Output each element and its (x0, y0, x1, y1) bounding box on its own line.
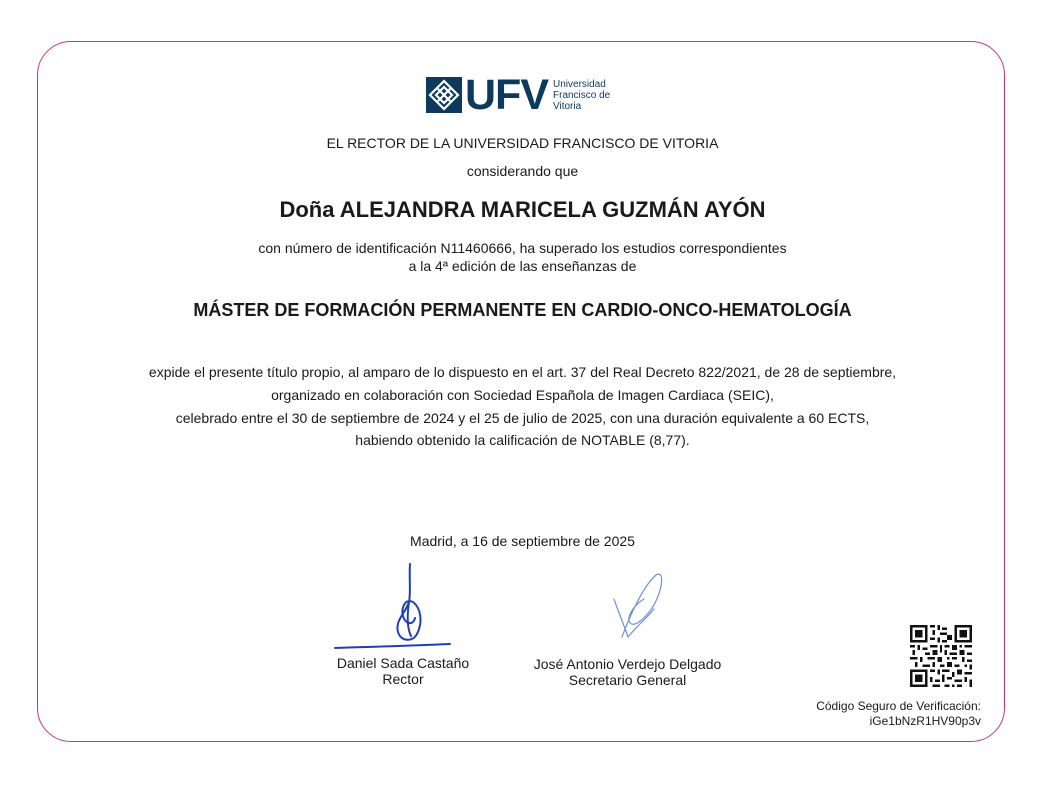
identification-line-1: con número de identificación N11460666, ha superado los estudios correspondientes (258, 240, 787, 256)
signatory-name: Daniel Sada Castaño (336, 655, 470, 671)
body-line: expide el presente título propio, al amparo de lo dispuesto en el art. 37 del Real Decreto 822/2021, de 28 de septiembre, (148, 364, 897, 380)
signatory-role: Rector (382, 671, 424, 687)
secretary-signature-icon (600, 565, 680, 645)
body-line: organizado en colaboración con Sociedad Española de Imagen Cardiaca (SEIC), (271, 387, 774, 403)
verification-qr-code-icon (910, 625, 972, 687)
rector-signature-icon (325, 558, 465, 658)
logo-letters: UFV (465, 71, 548, 119)
ufv-logo (426, 71, 611, 119)
signatory-role: Secretario General (568, 672, 687, 688)
logo-word: Francisco de (553, 89, 611, 101)
place-date: Madrid, a 16 de septiembre de 2025 (410, 533, 635, 549)
signatory-secretary (515, 656, 740, 688)
signatory-name: José Antonio Verdejo Delgado (533, 656, 722, 672)
verification-block (816, 699, 981, 729)
identification-line-2: a la 4ª edición de las enseñanzas de (408, 258, 637, 274)
verification-label: Código Seguro de Verificación: (816, 699, 981, 713)
body-line: habiendo obtenido la calificación de NOTABLE (8,77). (355, 432, 690, 448)
verification-code: iGe1bNzR1HV90p3v (869, 714, 981, 728)
issuer-line: EL RECTOR DE LA UNIVERSIDAD FRANCISCO DE VITORIA (326, 135, 719, 151)
considering-line: considerando que (466, 163, 579, 179)
logo-words (553, 79, 610, 112)
logo-word: Vitoria (553, 100, 582, 112)
ufv-emblem-icon (426, 77, 462, 113)
signatory-rector (318, 655, 488, 687)
body-line: celebrado entre el 30 de septiembre de 2024 y el 25 de julio de 2025, con una duración equivalente a 60 ECTS, (175, 410, 870, 426)
recipient-name: Doña ALEJANDRA MARICELA GUZMÁN AYÓN (279, 197, 766, 222)
program-title: MÁSTER DE FORMACIÓN PERMANENTE EN CARDIO-ONCO-HEMATOLOGÍA (193, 300, 852, 320)
logo-word: Universidad (553, 78, 606, 90)
